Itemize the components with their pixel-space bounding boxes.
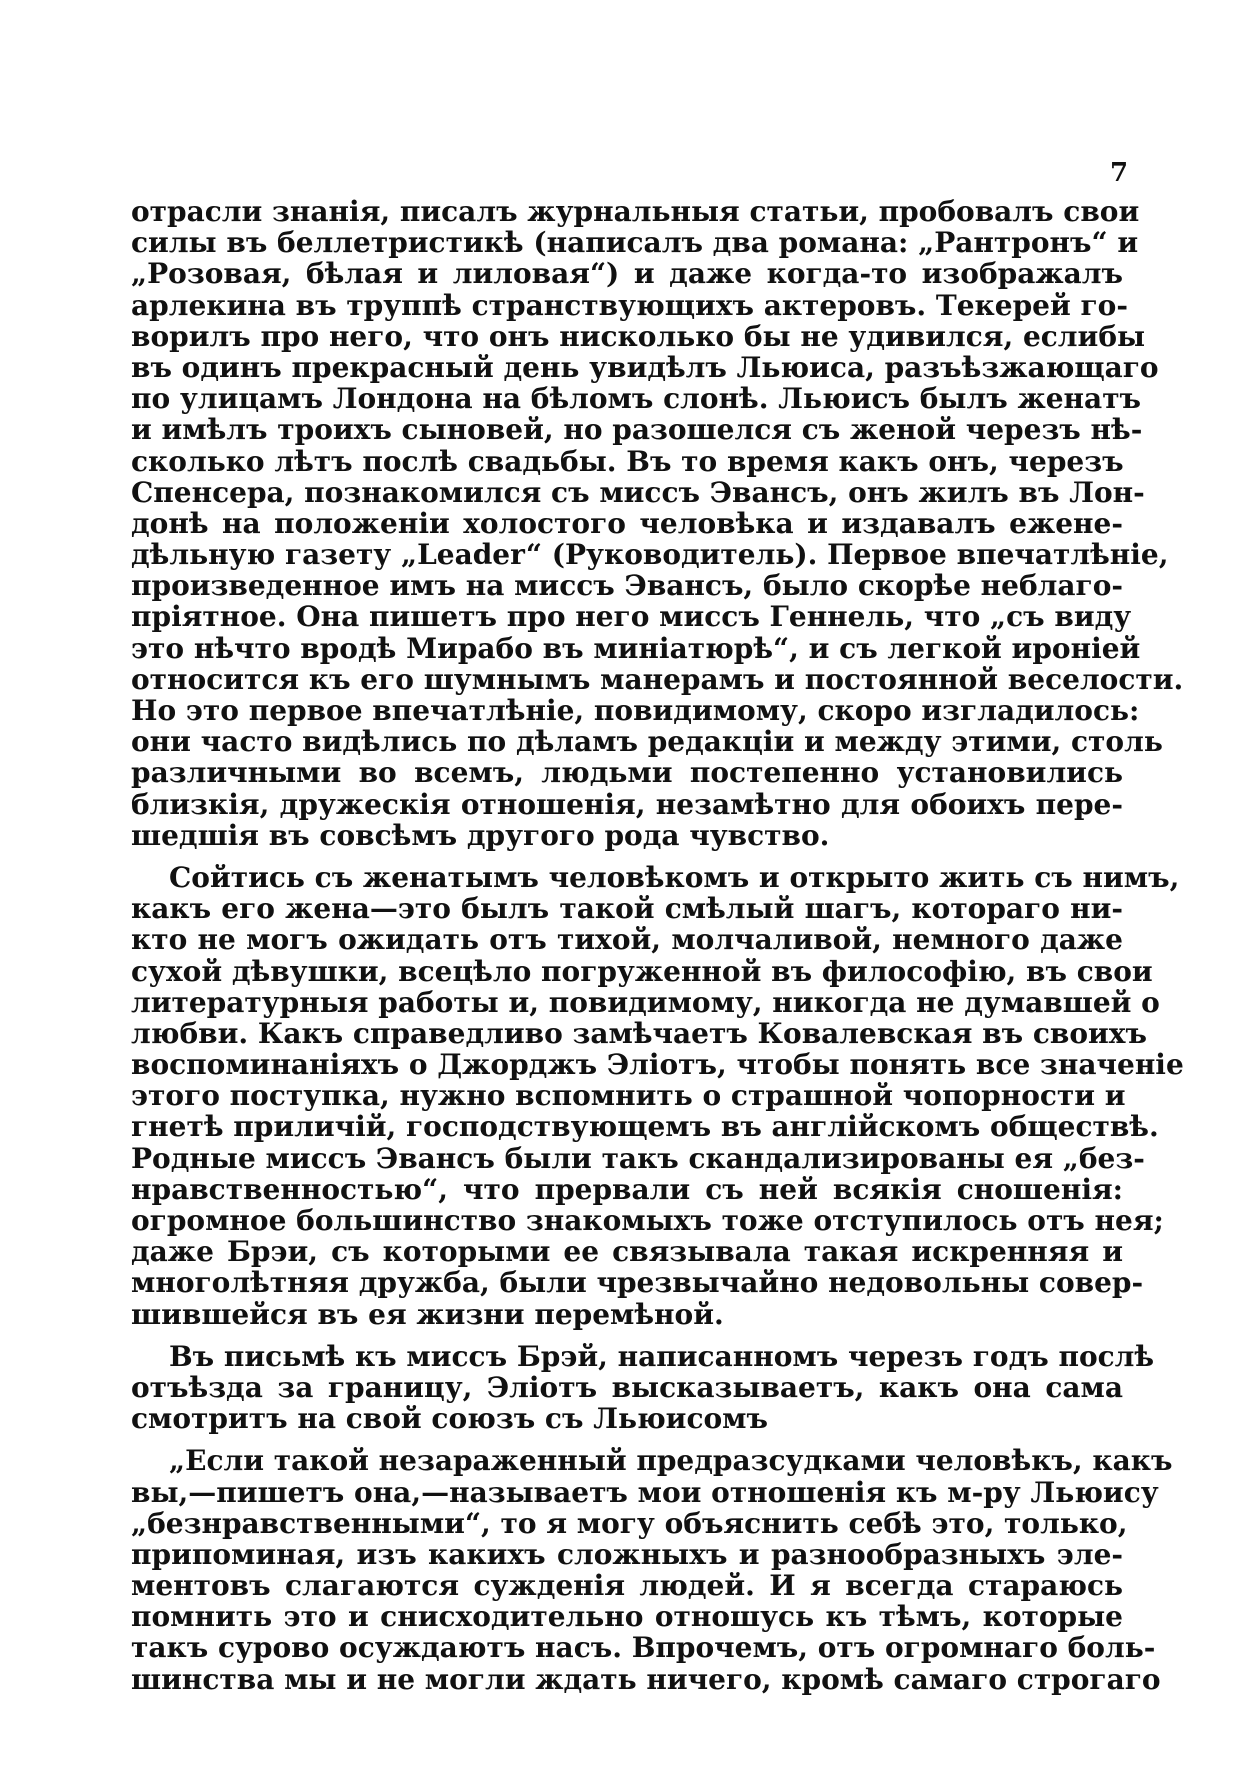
text-line: кто не могъ ожидать отъ тихой, молчаливой, немного даже (131, 923, 1123, 957)
text-line: относится къ его шумнымъ манерамъ и постоянной веселости. (131, 662, 1184, 696)
text-line: пріятное. Она пишетъ про него миссъ Геннель, что „съ виду (131, 600, 1132, 634)
text-line: Въ письмѣ къ миссъ Брэй, написанномъ черезъ годъ послѣ (169, 1339, 1155, 1373)
text-line: литературныя работы и, повидимому, никогда не думавшей о (131, 985, 1160, 1019)
text-line: воспоминаніяхъ о Джорджъ Эліотъ, чтобы понять все значеніе (131, 1048, 1184, 1082)
text-line: даже Брэи, съ которыми ее связывала такая искренняя и (131, 1235, 1123, 1269)
page-number: 7 (1110, 158, 1129, 188)
text-line: шинства мы и не могли ждать ничего, кромѣ самаго строгаго (131, 1662, 1161, 1696)
text-line: какъ его жена—это былъ такой смѣлый шагъ, котораго ни- (131, 892, 1123, 926)
text-line: нравственностью“, что прервали съ ней всякія сношенія: (131, 1172, 1123, 1206)
text-line: ворилъ про него, что онъ нисколько бы не удивился, еслибы (131, 319, 1146, 353)
text-line: дѣльную газету „Leader“ (Руководитель). Первое впечатлѣніе, (131, 538, 1169, 572)
text-line: огромное большинство знакомыхъ тоже отступилось отъ нея; (131, 1204, 1164, 1237)
text-line: „Розовая, бѣлая и лиловая“) и даже когда-то изображалъ (131, 257, 1123, 291)
text-line: по улицамъ Лондона на бѣломъ слонѣ. Льюисъ былъ женатъ (131, 382, 1142, 416)
text-line: близкія, дружескія отношенія, незамѣтно для обоихъ пере- (131, 787, 1123, 821)
text-line: „безнравственными“, то я могу объяснить себѣ это, только, (131, 1506, 1128, 1540)
text-line: Родные миссъ Эвансъ были такъ скандализированы ея „без- (131, 1141, 1145, 1175)
text-line: и имѣлъ троихъ сыновей, но разошелся съ женой черезъ нѣ- (131, 413, 1143, 447)
text-line: Спенсера, познакомился съ миссъ Эвансъ, онъ жилъ въ Лон- (131, 475, 1145, 509)
text-line: вы,—пишетъ она,—называетъ мои отношенія къ м-ру Льюису (131, 1475, 1159, 1509)
text-line: смотритъ на свой союзъ съ Льюисомъ (131, 1402, 768, 1436)
paragraph (131, 195, 1184, 852)
text-line: такъ сурово осуждаютъ насъ. Впрочемъ, отъ огромнаго боль- (131, 1631, 1156, 1665)
text-line: помнить это и снисходительно отношусь къ тѣмъ, которые (131, 1600, 1123, 1634)
text-line: они часто видѣлись по дѣламъ редакціи и между этими, столь (131, 725, 1163, 759)
text-line: гнетѣ приличій, господствующемъ въ англійскомъ обществѣ. (131, 1110, 1159, 1144)
text-line: произведенное имъ на миссъ Эвансъ, было скорѣе неблаго- (131, 569, 1123, 603)
text-line: „Если такой незараженный предразсудками человѣкъ, какъ (169, 1444, 1173, 1478)
paragraph (131, 1444, 1173, 1696)
text-line: въ одинъ прекрасный день увидѣлъ Льюиса, разъѣзжающаго (131, 350, 1159, 384)
text-line: отъѣзда за границу, Эліотъ высказываетъ, какъ она сама (131, 1370, 1123, 1404)
text-line: шедшія въ совсѣмъ другого рода чувство. (131, 818, 830, 852)
text-line: этого поступка, нужно вспомнить о страшной чопорности и (131, 1079, 1126, 1113)
text-line: арлекина въ труппѣ странствующихъ актеровъ. Текерей го- (131, 288, 1128, 322)
text-line: припоминая, изъ какихъ сложныхъ и разнообразныхъ эле- (131, 1537, 1123, 1571)
text-line: отрасли знанія, писалъ журнальныя статьи, пробовалъ свои (131, 195, 1140, 228)
paragraph (131, 1339, 1155, 1436)
text-line: сухой дѣвушки, всецѣло погруженной въ философію, въ свои (131, 954, 1153, 988)
text-line: силы въ беллетристикѣ (написалъ два романа: „Рантронъ“ и (131, 226, 1139, 260)
text-line: донѣ на положеніи холостого человѣка и издавалъ еженe- (131, 506, 1123, 540)
text-line: ментовъ слагаются сужденія людей. И я всегда стараюсь (131, 1569, 1123, 1603)
text-body (131, 195, 1184, 1706)
text-line: многолѣтняя дружба, были чрезвычайно недовольны совер- (131, 1266, 1144, 1300)
text-line: сколько лѣтъ послѣ свадьбы. Въ то время какъ онъ, черезъ (131, 444, 1124, 478)
text-line: любви. Какъ справедливо замѣчаетъ Ковалевская въ своихъ (131, 1016, 1147, 1050)
paragraph (131, 860, 1184, 1331)
text-line: Но это первое впечатлѣніе, повидимому, скоро изгладилось: (131, 694, 1140, 727)
text-line: это нѣчто вродѣ Мирабо въ миніатюрѣ“, и съ легкой ироніей (131, 631, 1141, 665)
text-line: шившейся въ ея жизни перемѣной. (131, 1297, 724, 1331)
text-line: различными во всемъ, людьми постепенно установились (131, 756, 1123, 790)
text-line: Сойтись съ женатымъ человѣкомъ и открыто жить съ нимъ, (169, 860, 1180, 894)
